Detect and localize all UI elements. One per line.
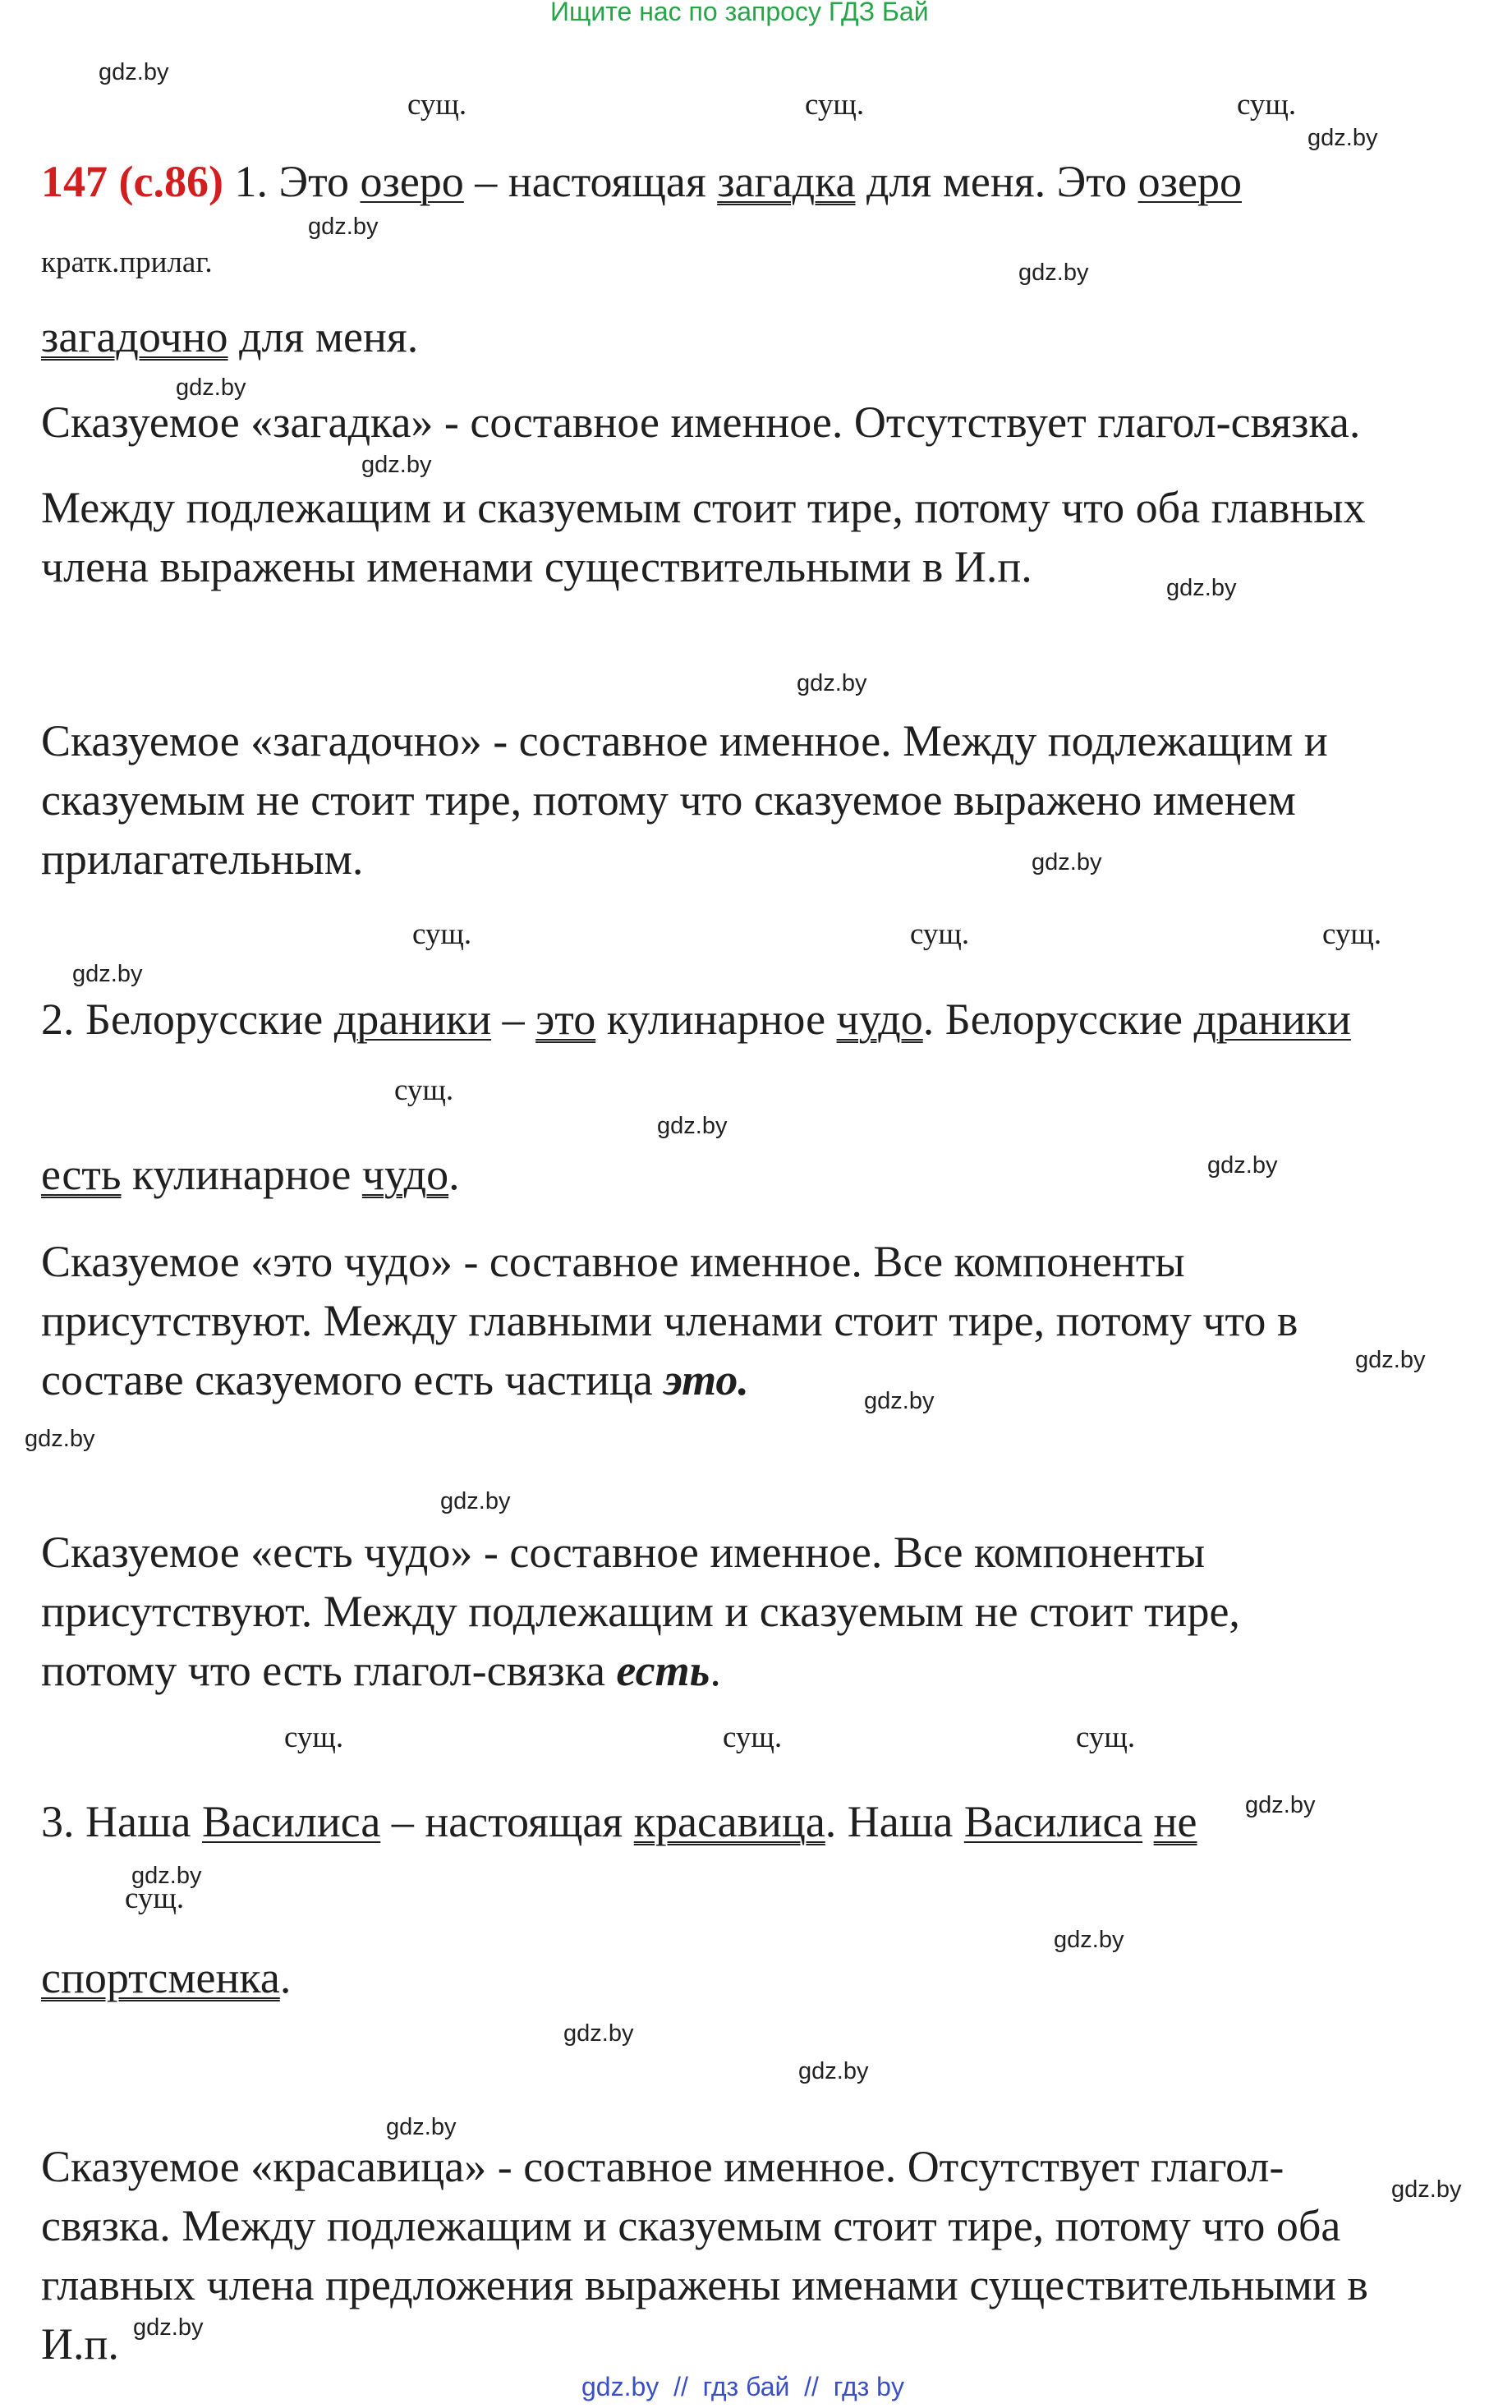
explanation-line: Сказуемое «загадочно» - составное именное. Между подлежащим и — [41, 716, 1328, 765]
explanation-line: присутствуют. Между главными членами стоит тире, потому что в — [41, 1296, 1298, 1345]
watermark: gdz.by — [1245, 1792, 1316, 1818]
subject: озеро — [360, 157, 464, 206]
watermark: gdz.by — [1054, 1927, 1124, 1953]
watermark: gdz.by — [657, 1113, 728, 1139]
watermark: gdz.by — [133, 2314, 204, 2341]
predicate: не — [1153, 1797, 1197, 1846]
predicate: спортсменка — [41, 1953, 280, 2002]
watermark: gdz.by — [563, 2020, 634, 2047]
explanation-line: главных члена предложения выражены именами существительными в — [41, 2260, 1368, 2309]
pos-label: сущ. — [1237, 88, 1297, 122]
explanation-line: Сказуемое «есть чудо» - составное именное. Все компоненты — [41, 1528, 1206, 1577]
explanation-line: Между подлежащим и сказуемым стоит тире, потому что оба главных — [41, 483, 1366, 532]
watermark: gdz.by — [797, 670, 867, 696]
pos-label: сущ. — [407, 88, 467, 122]
sentence-3-line-1: 3. Наша Василиса – настоящая красавица. Наша Василиса не — [41, 1797, 1197, 1846]
predicate: есть — [41, 1150, 122, 1199]
subject: драники — [1193, 995, 1351, 1044]
watermark: gdz.by — [1391, 2176, 1462, 2203]
sentence-2-line-2: есть кулинарное чудо. — [41, 1150, 460, 1199]
explanation-line: присутствуют. Между подлежащим и сказуемым не стоит тире, — [41, 1587, 1240, 1636]
watermark: gdz.by — [1307, 125, 1378, 151]
watermark: gdz.by — [1032, 849, 1102, 875]
watermark: gdz.by — [176, 375, 246, 401]
particle: это. — [664, 1355, 749, 1404]
watermark: gdz.by — [386, 2114, 457, 2140]
explanation-line: Сказуемое «это чудо» - составное именное. Все компоненты — [41, 1237, 1185, 1286]
sentence-1-line-2: загадочно для меня. — [41, 312, 419, 361]
search-hint: Ищите нас по запросу ГДЗ Бай — [550, 0, 929, 26]
explanation-line: члена выражены именами существительными в И.п. — [41, 542, 1032, 591]
pos-label: сущ. — [1076, 1721, 1136, 1754]
watermark: gdz.by — [1355, 1347, 1426, 1373]
pos-label: сущ. — [125, 1882, 185, 1915]
subject: драники — [333, 995, 492, 1044]
predicate: загадочно — [41, 312, 228, 361]
watermark: gdz.by — [361, 452, 432, 478]
watermark: gdz.by — [864, 1388, 935, 1414]
link-verb: есть — [616, 1646, 710, 1695]
subject: Василиса — [963, 1797, 1143, 1846]
predicate: чудо — [836, 995, 923, 1044]
explanation-line: связка. Между подлежащим и сказуемым стоит тире, потому что оба — [41, 2201, 1341, 2250]
explanation-line: прилагательным. — [41, 834, 364, 884]
explanation-line: сказуемым не стоит тире, потому что сказуемое выражено именем — [41, 775, 1296, 825]
sentence-1-line-1: 147 (с.86) 1. Это озеро – настоящая загадка для меня. Это озеро — [41, 157, 1242, 206]
predicate: загадка — [717, 157, 856, 206]
explanation-line: составе сказуемого есть частица это. — [41, 1355, 749, 1404]
explanation-line: потому что есть глагол-связка есть. — [41, 1646, 721, 1695]
sentence-3-line-2: спортсменка. — [41, 1953, 292, 2002]
pos-label: сущ. — [1322, 917, 1382, 951]
predicate: это — [535, 995, 596, 1044]
pos-label: кратк.прилаг. — [41, 246, 213, 279]
pos-label: сущ. — [394, 1073, 454, 1107]
watermark: gdz.by — [25, 1426, 95, 1452]
explanation-line: Сказуемое «красавица» - составное именное. Отсутствует глагол- — [41, 2142, 1285, 2191]
watermark: gdz.by — [1207, 1152, 1278, 1179]
explanation-line: И.п. — [41, 2319, 119, 2369]
watermark: gdz.by — [131, 1863, 202, 1889]
task-number: 147 (с.86) — [41, 157, 223, 206]
predicate: красавица — [633, 1797, 825, 1846]
subject: Василиса — [202, 1797, 381, 1846]
pos-label: сущ. — [723, 1721, 783, 1754]
watermark: gdz.by — [440, 1488, 511, 1514]
pos-label: сущ. — [412, 917, 472, 951]
subject: озеро — [1137, 157, 1242, 206]
watermark: gdz.by — [1018, 260, 1089, 286]
watermark: gdz.by — [1166, 575, 1237, 601]
pos-label: сущ. — [284, 1721, 344, 1754]
footer-links: gdz.by // гдз бай // гдз by — [581, 2372, 904, 2401]
pos-label: сущ. — [805, 88, 865, 122]
watermark: gdz.by — [798, 2058, 869, 2084]
watermark: gdz.by — [72, 961, 143, 987]
watermark: gdz.by — [99, 59, 169, 85]
explanation-line: Сказуемое «загадка» - составное именное. Отсутствует глагол-связка. — [41, 398, 1361, 447]
sentence-2-line-1: 2. Белорусские драники – это кулинарное чудо. Белорусские драники — [41, 995, 1351, 1044]
predicate: чудо — [361, 1150, 449, 1199]
pos-label: сущ. — [910, 917, 970, 951]
watermark: gdz.by — [308, 214, 379, 240]
